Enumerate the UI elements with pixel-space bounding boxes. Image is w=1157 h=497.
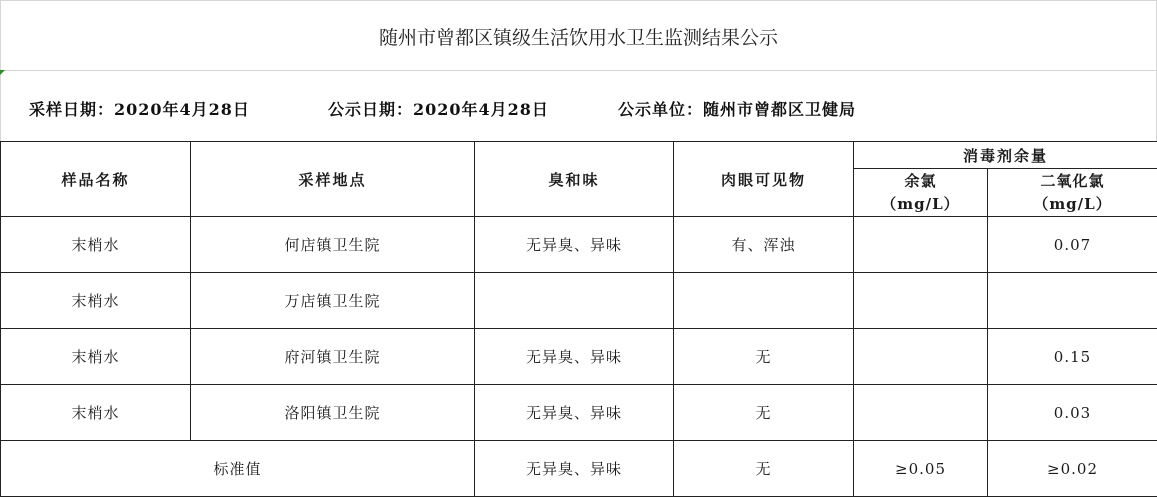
header-visible: 肉眼可见物 [674, 142, 854, 217]
header-location: 采样地点 [191, 142, 475, 217]
cell-odor [475, 273, 674, 329]
cell-dioxide: 0.15 [988, 329, 1157, 385]
cell-dioxide [988, 273, 1157, 329]
results-table [0, 141, 1157, 497]
cell-sample-name: 末梢水 [1, 329, 191, 385]
sampling-date: 采样日期：2020年4月28日 [29, 100, 250, 119]
cell-dioxide: 0.03 [988, 385, 1157, 441]
cell-error-indicator [0, 70, 5, 75]
cell-sample-name: 末梢水 [1, 217, 191, 273]
cell-location: 府河镇卫生院 [191, 329, 475, 385]
cell-standard-dioxide: ≥0.02 [988, 441, 1157, 497]
standard-row [1, 441, 1157, 497]
cell-standard-odor: 无异臭、异味 [475, 441, 674, 497]
header-chlorine [854, 169, 988, 217]
header-chlorine-name: 余氯 [904, 171, 937, 190]
header-sample-name: 样品名称 [1, 142, 191, 217]
cell-dioxide: 0.07 [988, 217, 1157, 273]
cell-odor: 无异臭、异味 [475, 217, 674, 273]
cell-sample-name: 末梢水 [1, 273, 191, 329]
cell-visible: 无 [674, 329, 854, 385]
cell-chlorine [854, 329, 988, 385]
table-row [1, 329, 1157, 385]
cell-location: 万店镇卫生院 [191, 273, 475, 329]
table-row [1, 273, 1157, 329]
publish-unit: 公示单位：随州市曾都区卫健局 [618, 100, 857, 119]
cell-visible: 无 [674, 385, 854, 441]
page-title [0, 0, 1157, 71]
cell-standard-label: 标准值 [1, 441, 475, 497]
cell-location: 洛阳镇卫生院 [191, 385, 475, 441]
table-row [1, 385, 1157, 441]
header-row-1 [1, 142, 1157, 169]
table-row [1, 217, 1157, 273]
cell-odor: 无异臭、异味 [475, 329, 674, 385]
cell-chlorine [854, 217, 988, 273]
cell-sample-name: 末梢水 [1, 385, 191, 441]
cell-visible: 有、浑浊 [674, 217, 854, 273]
cell-standard-visible: 无 [674, 441, 854, 497]
header-dioxide [988, 169, 1157, 217]
header-dioxide-name: 二氧化氯 [1040, 171, 1105, 190]
cell-chlorine [854, 385, 988, 441]
publish-date: 公示日期：2020年4月28日 [328, 100, 549, 119]
header-chlorine-unit: （mg/L） [881, 194, 960, 213]
header-odor: 臭和味 [475, 142, 674, 217]
cell-location: 何店镇卫生院 [191, 217, 475, 273]
cell-standard-chlorine: ≥0.05 [854, 441, 988, 497]
info-row [0, 70, 1157, 142]
header-dioxide-unit: （mg/L） [1033, 194, 1112, 213]
header-residual-group: 消毒剂余量 [854, 142, 1157, 169]
cell-chlorine [854, 273, 988, 329]
cell-visible [674, 273, 854, 329]
title-text: 随州市曾都区镇级生活饮用水卫生监测结果公示 [378, 26, 778, 49]
cell-odor: 无异臭、异味 [475, 385, 674, 441]
